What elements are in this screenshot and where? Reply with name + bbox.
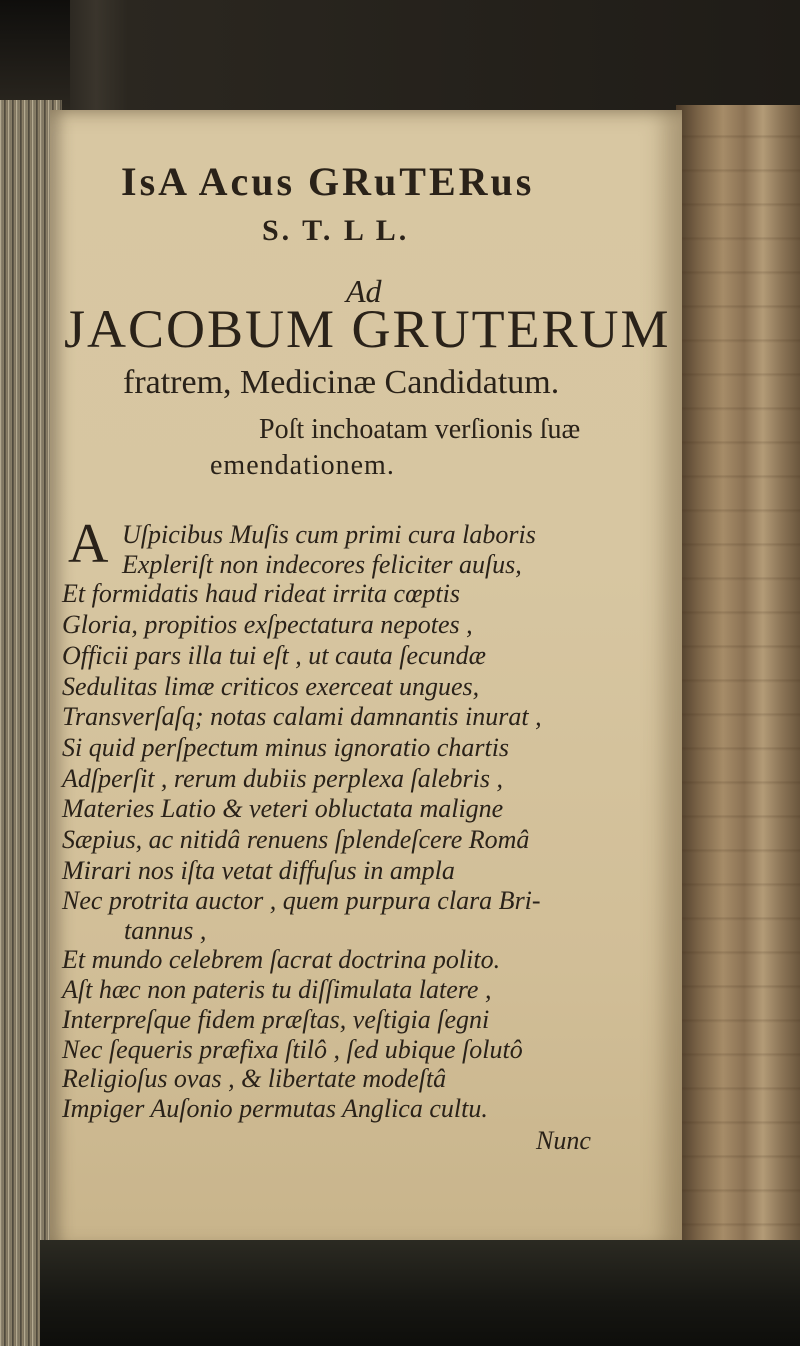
poem-line: Nec protrita auctor , quem purpura clara Bri- [62, 886, 541, 915]
poem-line: Nec ſequeris præfixa ſtilô , ſed ubique ſolutô [62, 1035, 523, 1064]
poem-line: Materies Latio & veteri obluctata maligne [62, 794, 504, 823]
catchword: Nunc [536, 1126, 591, 1155]
poem-line: Adſperſit , rerum dubiis perplexa ſalebris , [62, 764, 503, 793]
poem-line: tannus , [124, 916, 207, 945]
note-line-1: Poſt inchoatam verſionis ſuæ [259, 414, 581, 445]
note-line-2: emendationem. [210, 450, 395, 481]
poem-line: Aſt hæc non pateris tu diſſimulata latere , [62, 975, 492, 1004]
drop-cap: A [68, 513, 109, 575]
curled-page-edge [676, 105, 800, 1265]
poem-line: Gloria, propitios exſpectatura nepotes , [62, 610, 473, 639]
poem-line: Sedulitas limæ criticos exerceat ungues, [62, 672, 480, 701]
recipient-name: JACOBUM GRUTERUM [64, 299, 671, 359]
dark-cloth [40, 1240, 800, 1346]
ad-word: Ad [346, 273, 382, 309]
author-heading: IsA Acus GRuTERus [121, 159, 535, 204]
poem-line: Expleriſt non indecores feliciter auſus, [122, 550, 522, 579]
salutation: S. T. L L. [262, 214, 410, 247]
poem-line: Et formidatis haud rideat irrita cœptis [62, 579, 460, 608]
poem-line: Interpreſque fidem præſtas, veſtigia ſegni [62, 1005, 490, 1034]
poem-line: Impiger Auſonio permutas Anglica cultu. [62, 1094, 488, 1123]
poem-line: Officii pars illa tui eſt , ut cauta ſecundæ [62, 641, 486, 670]
poem-line: Mirari nos iſta vetat diffuſus in ampla [62, 856, 455, 885]
poem-line: Sæpius, ac nitidâ renuens ſplendeſcere Româ [62, 825, 530, 854]
poem-line: Uſpicibus Muſis cum primi cura laboris [122, 520, 536, 549]
recipient-subtitle: fratrem, Medicinæ Candidatum. [123, 364, 560, 401]
poem-line: Transverſaſq; notas calami damnantis inurat , [62, 702, 542, 731]
background-shadow [0, 0, 70, 110]
poem-line: Si quid perſpectum minus ignoratio chartis [62, 733, 510, 762]
poem-line: Religioſus ovas , & libertate modeſtâ [62, 1064, 447, 1093]
poem-line: Et mundo celebrem ſacrat doctrina polito. [62, 945, 501, 974]
